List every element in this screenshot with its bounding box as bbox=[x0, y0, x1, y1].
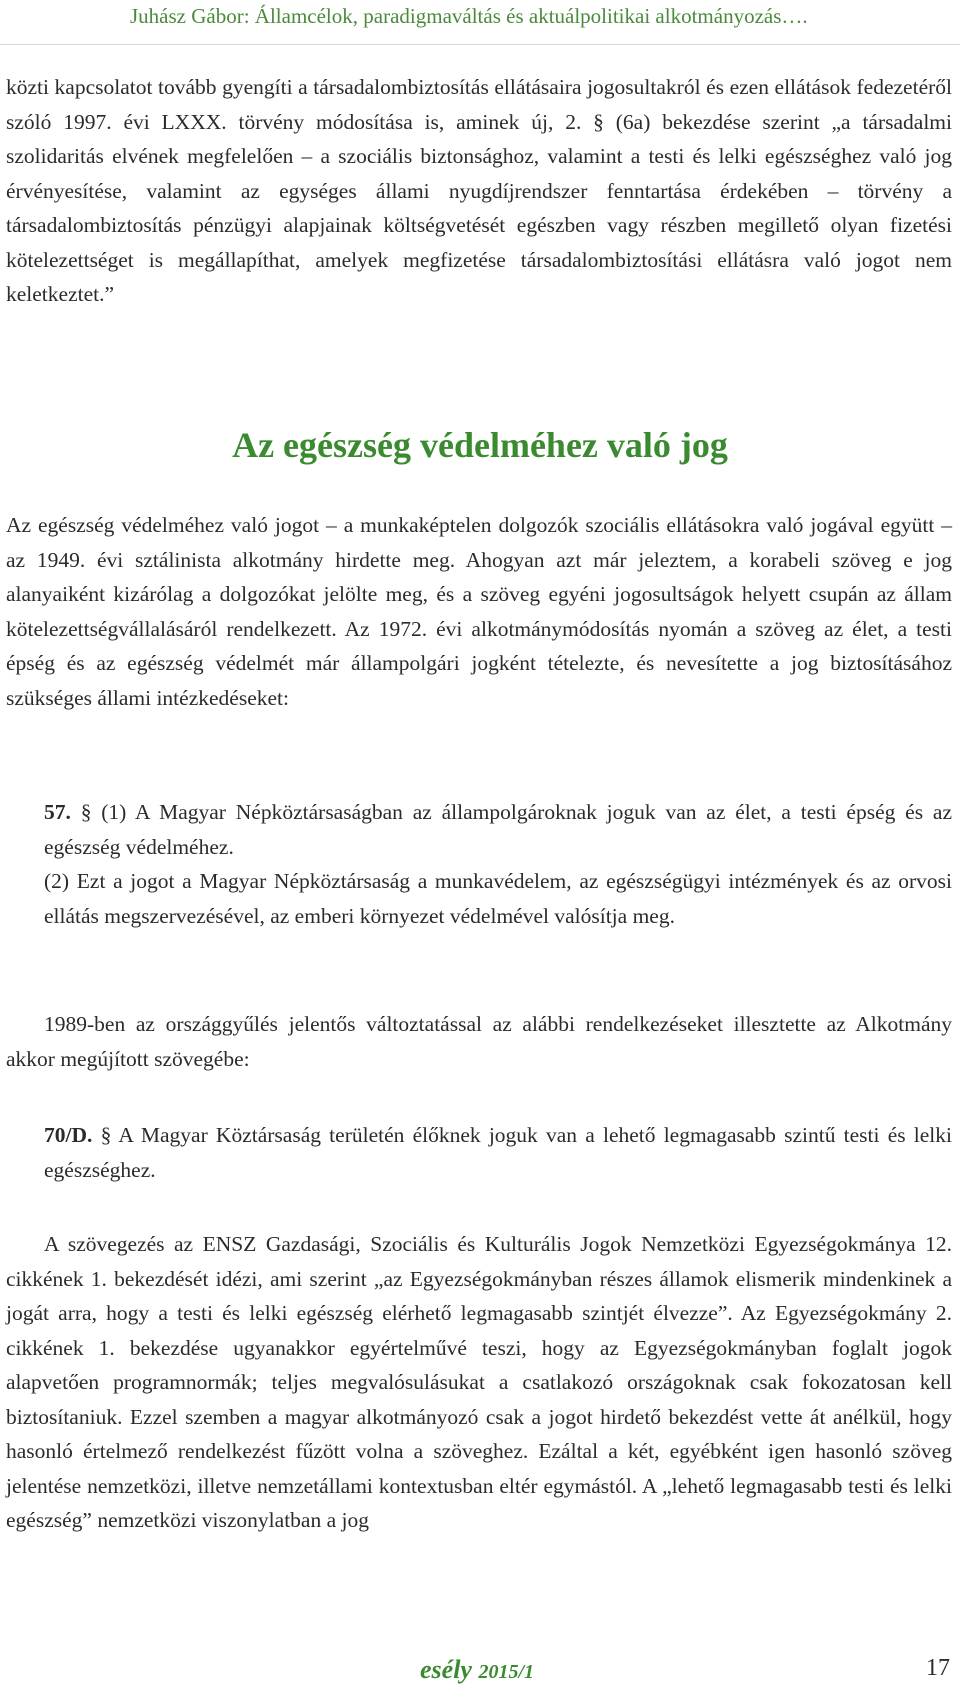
section-text: A Magyar Népköztársaságban az állampolgároknak joguk van az élet, a testi épség és az egészség védelméhez. bbox=[44, 800, 952, 859]
journal-issue: 2015/1 bbox=[478, 1661, 535, 1683]
paragraph-history: Az egészség védelméhez való jogot – a munkaképtelen dolgozók szociális ellátásokra való jogával együtt – az 1949. évi sztálinista alkotmány hirdette meg. Ahogyan azt már jeleztem, a korabeli szöveg e jog alanyaiként kizárólag a dolgozókat jelölte meg, és a szöveg egyéni jogosultságok helyett csupán az állam kötelezettségvállalásáról rendelkezett. Az 1972. évi alkotmánymódosítás nyomán a szöveg az élet, a testi épség és az egészség védelmét már állampolgári jogként tételezte, és nevesítette a jog biztosításához szükséges állami intézkedéseket: bbox=[6, 513, 952, 710]
section-mark: (2) bbox=[44, 869, 70, 893]
section-text: Ezt a jogot a Magyar Népköztársaság a munkavédelem, az egészségügyi intézmények és az orvosi ellátás megszervezésével, az emberi környezet védelmével valósítja meg. bbox=[44, 869, 953, 928]
section-heading: Az egészség védelméhez való jog bbox=[232, 425, 728, 465]
article-number: 70/D. bbox=[44, 1123, 93, 1147]
quoted-article-70d bbox=[44, 1118, 952, 1187]
paragraph-text: 1989-ben az országgyűlés jelentős változtatással az alábbi rendelkezéseket illesztette az Alkotmány akkor megújított szövegébe: bbox=[6, 1012, 952, 1071]
journal-name: esély bbox=[420, 1655, 472, 1684]
quoted-article-57 bbox=[44, 795, 952, 933]
article-57-section-1 bbox=[44, 795, 952, 864]
journal-footer bbox=[420, 1655, 534, 1685]
running-header: Juhász Gábor: Államcélok, paradigmaváltás és aktuálpolitikai alkotmányozás…. bbox=[130, 4, 808, 28]
section-text: § A Magyar Köztársaság területén élőknek joguk van a lehető legmagasabb szintű testi és lelki egészséghez. bbox=[44, 1123, 953, 1182]
article-57-section-2 bbox=[44, 864, 952, 933]
paragraph-1989 bbox=[6, 1007, 952, 1076]
header-divider bbox=[0, 44, 960, 45]
paragraph-text: A szövegezés az ENSZ Gazdasági, Szociális és Kulturális Jogok Nemzetközi Egyezségokmánya 12. cikkének 1. bekezdését idézi, ami szerint „az Egyezségokmányban részes államok elismerik mindenkinek a jogát arra, hogy a testi és lelki egészség elérhető legmagasabb szintjét élvezze”. Az Egyezségokmány 2. cikkének 1. bekezdése ugyanakkor egyértelművé teszi, hogy az Egyezségokmányban foglalt jogok alapvetően programnormák; teljes megvalósulásukat a csatlakozó országoknak csak fokozatosan kell biztosítaniuk. Ezzel szemben a magyar alkotmányozó csak a jogot hirdető bekezdést vette át anélkül, hogy hasonló értelmező rendelkezést fűzött volna a szöveghez. Ezáltal a két, egyébként igen hasonló szöveg jelentése nemzetközi, illetve nemzetállami kontextusban eltér egymástól. A „lehető legmagasabb testi és lelki egészség” nemzetközi viszonylatban a jog bbox=[6, 1232, 952, 1532]
article-number: 57. bbox=[44, 800, 71, 824]
paragraph-un-covenant bbox=[6, 1227, 952, 1538]
page-number: 17 bbox=[926, 1655, 950, 1681]
paragraph-intro: közti kapcsolatot tovább gyengíti a társadalombiztosítás ellátásaira jogosultakról és ezen ellátások fedezetéről szóló 1997. évi LXXX. törvény módosítása is, aminek új, 2. § (6a) bekezdése szerint „a társadalmi szolidaritás elvének megfelelően – a szociális biztonsághoz, valamint a testi és lelki egészséghez való jog érvényesítése, valamint az egységes állami nyugdíjrendszer fenntartása érdekében – törvény a társadalombiztosítás pénzügyi alapjainak költségvetését egészben vagy részben megillető olyan fizetési kötelezettséget is megállapíthat, amelyek megfizetése társadalombiztosítási ellátásra való jogot nem keletkeztet.” bbox=[6, 75, 952, 306]
section-mark: § (1) bbox=[80, 800, 127, 824]
